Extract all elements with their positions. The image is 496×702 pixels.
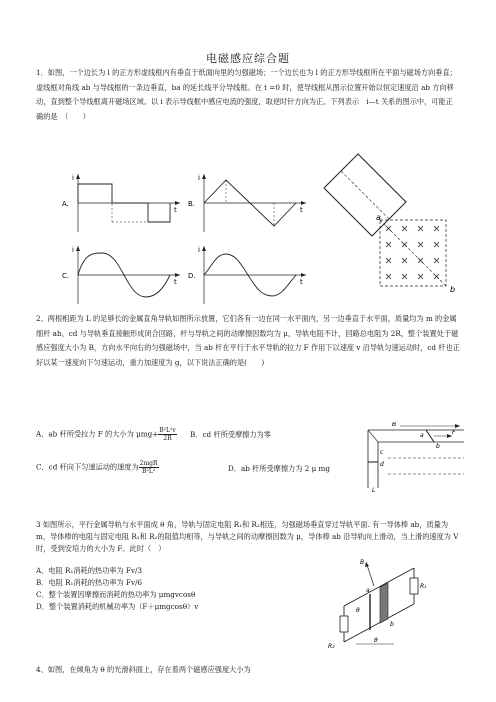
- graph-d: [188, 244, 308, 306]
- q3-label-theta-1: θ: [356, 607, 360, 614]
- graph-a: [62, 172, 182, 234]
- q1-label-a: a: [376, 213, 381, 222]
- q2-option-a-denominator: 2R: [163, 435, 172, 442]
- q2-label-L: L: [372, 487, 376, 494]
- q1-label-b: b: [450, 285, 456, 294]
- q2-option-c-prefix: C．cd 杆向下匀速运动的速度为: [36, 462, 139, 472]
- q2-label-d: d: [380, 461, 384, 468]
- graph-c-y-label: i: [72, 246, 74, 254]
- q2-option-b: B．cd 杆所受摩擦力为零: [190, 430, 271, 439]
- graph-c-x-label: t: [174, 278, 177, 286]
- q2-option-a: [36, 427, 177, 442]
- q3-option-b: B．电阻 R₁消耗的热功率为 Fv/6: [36, 578, 143, 587]
- graph-c-label: C.: [62, 272, 70, 280]
- q3-label-R1: R₁: [420, 583, 427, 590]
- question-3-text: 3 如图所示，平行金属导轨与水平面成 θ 角，导轨与固定电阻 R₁和 R₂相连，匀强磁场垂直穿过导轨平面. 有一导体棒 ab，质量为 m，导体棒的电阻与固定电阻 R₁和 R₂的阻值均相等，与导轨之间的动摩擦因数为 μ，导体棒 ab 沿导轨向上滑动，当上滑的速度为 V 时，受到安培力的大小为 F。此时（ ）: [36, 520, 459, 553]
- q2-figure: [364, 422, 468, 494]
- q3-option-a: A．电阻 R₁消耗的热功率为 Fv/3: [36, 566, 142, 575]
- question-1-text: 1．如图，一个边长为 l 的正方形虚线框内有垂直于纸面向里的匀强磁场；一个边长也为 l 的正方形导线框所在平面与磁场方向垂直；虚线框对角线 ab 与导线框的一条边垂直，ba 的延长线平分导线框。在 t =0 时，使导线框从图示位置开始以恒定速度沿 ab 方向移动，直到整个导线框离开磁场区域。以 i 表示导线框中感应电流的强度，取逆时针方向为正。下列表示 i—t 关系的图示中，可能正确的是 （ ）: [36, 68, 457, 121]
- graph-d-x-label: t: [300, 278, 303, 286]
- graph-a-y-label: i: [72, 174, 74, 182]
- q3-option-c: C．整个装置因摩擦而消耗的热功率为 μmgvcosθ: [36, 590, 196, 599]
- q3-label-theta-2: θ: [374, 637, 378, 644]
- q2-label-c: c: [380, 449, 384, 456]
- graph-b-x-label: t: [300, 206, 303, 214]
- q3-figure: [326, 556, 430, 650]
- q2-label-F: F: [452, 429, 456, 436]
- q3-option-d: D．整个装置消耗的机械功率为（F＋μmgcosθ）v: [36, 602, 199, 611]
- q2-option-c: [36, 460, 159, 475]
- q2-label-B: B: [392, 422, 397, 428]
- q2-option-a-prefix: A．ab 杆所受拉力 F 的大小为 μmg+: [36, 429, 159, 439]
- graph-a-x-label: t: [174, 206, 177, 214]
- graph-b: [188, 172, 308, 234]
- q2-option-d: D．ab 杆所受摩擦力为 2 μ mg: [228, 464, 330, 473]
- q2-label-b: b: [436, 443, 440, 450]
- question-2-text: 2、两根相距为 L 的足够长的金属直角导轨如图所示放置，它们各有一边在同一水平面内，另一边垂直于水平面，质量均为 m 的金属细杆 ab、cd 与导轨垂直接触形成闭合回路，杆与导轨之间的动摩擦因数均为 μ，导轨电阻不计，回路总电阻为 2R，整个装置处于磁感应强度大小为 B，方向水平向右的匀强磁场中，当 ab 杆在平行于水平导轨的拉力 F 作用下以速度 v 沿导轨匀速运动时，cd 杆也正好以某一速度向下匀速运动，重力加速度为 g，以下说法正确的是( ): [36, 314, 460, 367]
- question-4-text: 4、如图，在倾角为 θ 的光滑斜面上，存在着两个磁感应强度大小为: [36, 665, 251, 674]
- graph-d-label: D.: [188, 272, 196, 280]
- graph-b-y-label: i: [198, 174, 200, 182]
- q3-label-b: b: [390, 621, 394, 628]
- graph-b-label: B.: [188, 200, 196, 208]
- q2-label-a: a: [420, 432, 424, 439]
- q2-option-c-fraction: [139, 460, 159, 475]
- graph-c: [62, 244, 182, 306]
- q2-option-c-denominator: B²L²: [142, 468, 156, 475]
- q2-option-c-numerator: 2mgR: [139, 460, 158, 467]
- q3-label-B: B: [360, 559, 365, 566]
- q3-label-a: a: [366, 587, 370, 594]
- q2-option-a-fraction: [158, 427, 177, 442]
- q3-label-R2: R₂: [328, 643, 335, 650]
- q2-option-a-numerator: B²L²v: [159, 427, 176, 434]
- graph-a-label: A.: [62, 200, 69, 208]
- q1-figure: [318, 150, 464, 296]
- page-title: 电磁感应综合题: [206, 52, 290, 65]
- graph-d-y-label: i: [198, 246, 200, 254]
